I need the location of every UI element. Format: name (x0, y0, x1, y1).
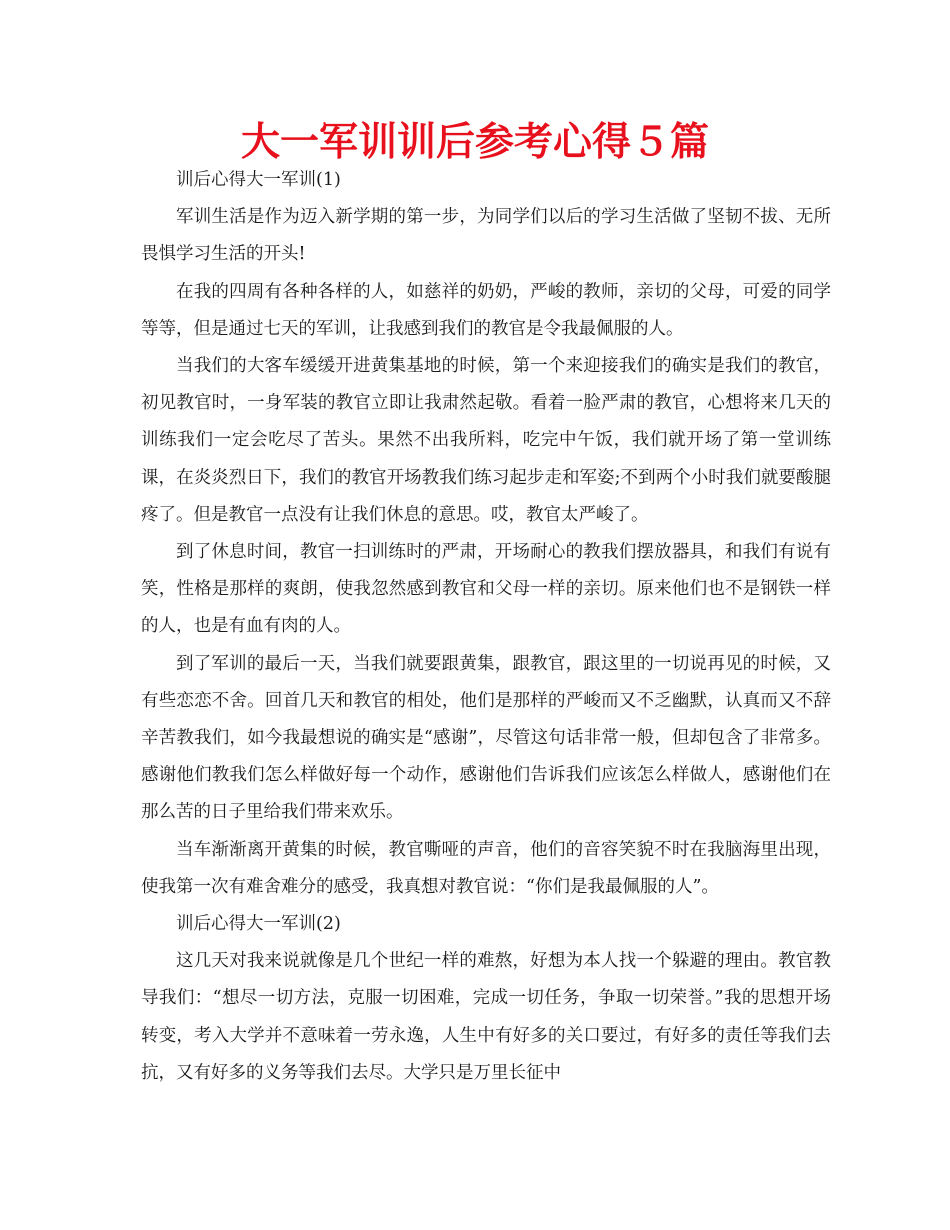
document-body (141, 162, 831, 1092)
section-heading: 训后心得大一军训(1) (176, 170, 341, 190)
section-heading: 训后心得大一军训(2) (176, 914, 341, 935)
paragraph: 在我的四周有各种各样的人，如慈祥的奶奶，严峻的教师，亲切的父母，可爱的同学等等，但是通过七天的军训，让我感到我们的教官是令我最佩服的人。 (141, 281, 831, 339)
paragraph: 到了休息时间，教官一扫训练时的严肃，开场耐心的教我们摆放器具，和我们有说有笑，性格是那样的爽朗，使我忽然感到教官和父母一样的亲切。原来他们也不是钢铁一样的人，也是有血有肉的人。 (141, 542, 831, 637)
paragraph: 到了军训的最后一天，当我们就要跟黄集，跟教官，跟这里的一切说再见的时候，又有些恋恋不舍。回首几天和教官的相处，他们是那样的严峻而又不乏幽默，认真而又不辞辛苦教我们，如今我最想说的确实是“感谢”，尽管这句话非常一般，但却包含了非常多。感谢他们教我们怎么样做好每一个动作，感谢他们告诉我们应该怎么样做人，感谢他们在那么苦的日子里给我们带来欢乐。 (141, 653, 831, 823)
paragraph: 当我们的大客车缓缓开进黄集基地的时候，第一个来迎接我们的确实是我们的教官，初见教官时，一身军装的教官立即让我肃然起敬。看着一脸严肃的教官，心想将来几天的训练我们一定会吃尽了苦头。果然不出我所料，吃完中午饭，我们就开场了第一堂训练课，在炎炎烈日下，我们的教官开场教我们练习起步走和军姿;不到两个小时我们就要酸腿疼了。但是教官一点没有让我们休息的意思。哎，教官太严峻了。 (141, 356, 831, 525)
document-title: 大一军训训后参考心得５篇 (240, 120, 709, 165)
paragraph: 这几天对我来说就像是几个世纪一样的难熬，好想为本人找一个躲避的理由。教官教导我们：“想尽一切方法，克服一切困难，完成一切任务，争取一切荣誉。”我的思想开场转变，考入大学并不意味着一劳永逸，人生中有好多的关口要过，有好多的责任等我们去抗，又有好多的义务等我们去尽。大学只是万里长征中 (141, 951, 831, 1083)
paragraph: 当车渐渐离开黄集的时候，教官嘶哑的声音，他们的音容笑貌不时在我脑海里出现，使我第一次有难舍难分的感受，我真想对教官说：“你们是我最佩服的人”。 (141, 839, 831, 897)
paragraph: 军训生活是作为迈入新学期的第一步，为同学们以后的学习生活做了坚韧不拔、无所畏惧学习生活的开头! (141, 207, 831, 265)
